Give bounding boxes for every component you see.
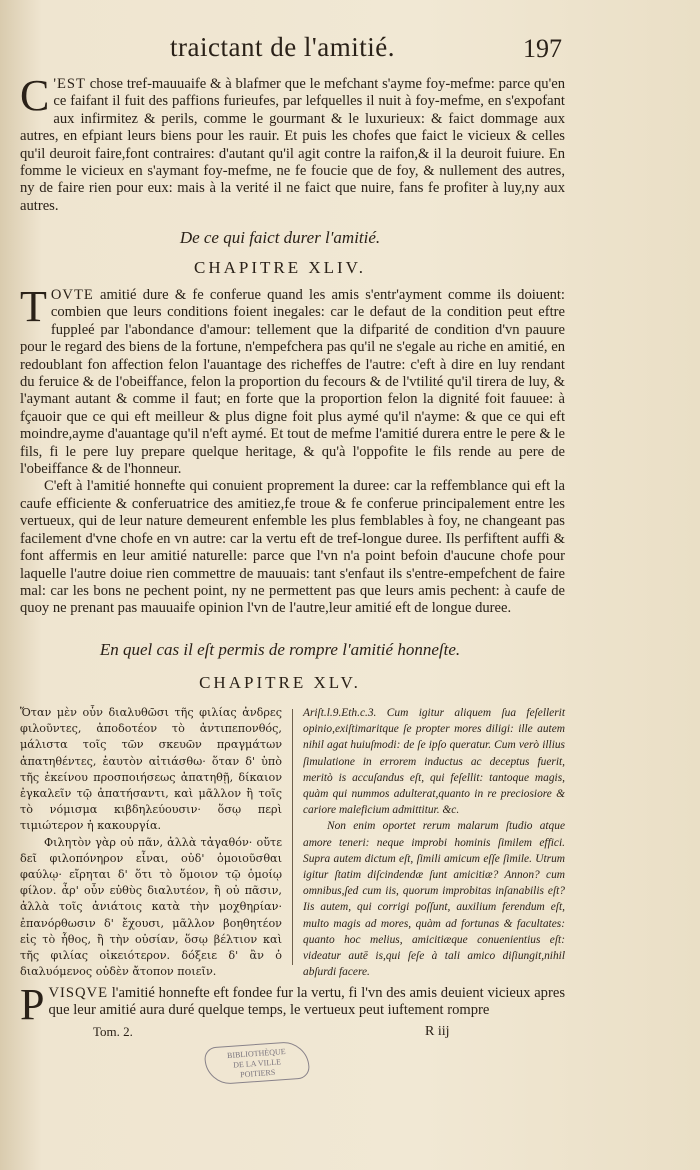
- section-title: De ce qui faict durer l'amitié.: [179, 228, 381, 247]
- dropcap: P: [20, 980, 45, 1029]
- column-divider: [292, 709, 293, 965]
- greek-paragraph: Ὅταν μὲν οὖν διαλυθῶσι τῆς φιλίας ἀνδρες φιλοῦντες, ἀποδοτέον τὸ ἀντιπεπονθός, μάλιστα τοῖς τῶν σκευῶν πραγμάτων ἀπατηθέντες, ἑαυτὸν αἰτιάσθω· ὅταν δ' ὑπὸ τῆς ἐκείνου προσποιήσεως ἀπατηθῇ, δίκαιον ἐγκαλεῖν τῷ ἀπατήσαντι, καὶ μᾶλλον ἢ τοῖς τὸ νόμισμα κιβδηλεύουσιν· ὅσῳ περὶ τιμιώτερον ἡ κακουργία.: [20, 706, 282, 833]
- chapter-44-body: [20, 282, 565, 618]
- lead-word: OVTE: [50, 287, 94, 303]
- latin-paragraph: Cum igitur aliquem ſua feſellerit opinio,exiſtimaritque ſe propter mores diligi: ille autem nihil agat huiuſmodi: de ſe ipſo queratur. Cum verò illius ſimulatione in errorem inductus ac deceptus fuerit, meritò is accuſandus eſt, qui feſellit: tantoque magis, quàm qui nummos adulterat,quanto in re preciosiore & cariore maleficium admittitur. &c.: [303, 707, 565, 817]
- page-footer: [0, 1024, 700, 1054]
- library-stamp: [204, 1040, 310, 1085]
- latin-citation: [303, 705, 565, 980]
- opening-paragraph: [20, 71, 565, 215]
- running-title: traictant de l'amitié.: [170, 32, 396, 62]
- paragraph-text: l'amitié honnefte eft fondee fur la vertu, fi l'vn des amis deuient vicieux apres que leur amitié aura duré quelque temps, le vertueux peut iuftement rompre: [48, 985, 565, 1019]
- signature-mark: R iij: [425, 1024, 450, 1039]
- dropcap: T: [20, 282, 47, 331]
- dropcap: C: [20, 71, 50, 120]
- stamp-line: DE LA VILLE: [232, 1057, 282, 1070]
- lead-word: 'EST: [53, 76, 86, 92]
- chapter-heading: CHAPITRE XLV.: [199, 673, 361, 692]
- greek-paragraph: Φιλητὸν γὰρ οὐ πᾶν, ἀλλὰ τἀγαθόν· οὔτε δεῖ φιλοπόνηρον εἶναι, οὐδ' ὁμοιοῦσθαι φαύλῳ· εἴρηται δ' ὅτι τὸ ὅμοιον τῷ ὁμοίῳ φίλον. ἆρ' οὖν εὐθὺς διαλυτέον, ἢ οὐ πᾶσιν, ἀλλὰ τοῖς ἀνιάτοις κατὰ τὴν μοχθηρίαν· ἐπανόρθωσιν δ' ἔχουσι, μᾶλλον βοηθητέον εἰς τὸ ἦθος, ἢ τὴν οὐσίαν, ὅσῳ βέλτιον καὶ τῆς φιλίας οἰκειότερον. δόξειε δ' ἂν ὁ διαλυόμενος οὐδὲν ἄτοπον ποιεῖν.: [20, 835, 282, 979]
- paragraph-text: chose tref-mauuaife & à blafmer que le mefchant s'ayme foy-mefme: parce qu'en ce faifant il fuit des paffions furieufes, par lefquelles il nuit à foy-mefme, en s'expofant aux infirmitez & perils, comme le gourmant & le luxurieux: & faict dommage aux autres, en efpiant leurs biens pour les rauir. Et puis les chofes que faict le vicieux & celles qu'il deuroit faire,font contraires: d'autant qu'il agit contre la raifon,& il la deuroit fuiure. En fomme le vicieux en s'aymant foy-mefme, ne fe foucie que de foy, & nullement des autres, ny de faire rien pour eux: mais à la verité il ne faict que nuire, fans fe profiter à luy,ny aux autres.: [20, 76, 565, 214]
- latin-paragraph: Non enim oportet rerum malarum ſtudio atque amore teneri: neque improbi hominis ſimilem effici. Supra autem dictum eſt, ſimili amicum eſſe ſimile. Utrum igitur ſtatim diſcindendæ ſunt amicitiæ? Annon? cum omnibus,ſed cum iis, quorum improbitas inſanabilis eſt? Iis autem, qui corrigi poſſunt, auxilium ferendum eſt, multo magis ad mores, quàm ad fortunas & facultates: quanto hoc melius, amicitiæque conuenientius eſt: videatur autē is,qui ſeſe à tali amico diſiungit,nihil abſurdi facere.: [303, 820, 565, 979]
- section-title: En quel cas il eſt permis de rompre l'amitié honneſte.: [99, 640, 461, 659]
- citation-columns: [20, 705, 565, 979]
- paragraph-text: amitié dure & fe conferue quand les amis s'entr'ayment comme ils doiuent: combien que leurs conditions foient inegales: car le defaut de la condition peut eftre fuppleé par l'abondance d'amour: tellement que la difparité de condition d'vn pauure pour le regard des biens de la fortune, n'empefchera pas qu'il ne s'egale au riche en amitié, en redoublant fon affection felon l'auantage des richeffes de l'autre: c'eft à dire en luy rendant du feruice & de l'obeiffance, felon la proportion du fecours & de l'vtilité qu'il tirera de luy, & l'aymant autant & comme il faut; en forte que la proportion felon la dignité foit fauuee: à fçauoir que ce qui eft meilleur & plus digne foit plus aymé qu'il n'ayme: & que ce qui eft moindre,ayme d'auantage qu'il n'eft aymé. Et tout de mefme l'amitié durera entre le pere & le fils, fi le pere luy prepare quelque heritage, & qu'à l'oppofite le fils rende au pere de l'obeiffance & de l'honneur.: [20, 287, 565, 478]
- chapter-heading: CHAPITRE XLIV.: [193, 258, 367, 277]
- citation-reference: Ariſt.l.9.Eth.c.3.: [303, 707, 377, 719]
- page-header: [0, 32, 700, 72]
- greek-citation: [20, 705, 282, 980]
- stamp-line: POITIERS: [239, 1067, 276, 1080]
- page-number: 197: [523, 34, 562, 63]
- chapter-45-body: [20, 980, 565, 1029]
- paragraph-text: C'eft à l'amitié honnefte qui conuient proprement la duree: car la reffemblance qui eft la caufe efficiente & conferuatrice des amitiez,fe troue & fe conferue principalement entre les vertueux, qui de leur nature demeurent enfemble les plus femblables à foy, ne changeant pas facilement d'vne chofe en vn autre: car la vertu eft de tref-longue duree. Ils perfiftent auffi & font affermis en leur amitié naturelle: parce que l'vn n'a point befoin d'aucune chofe pour laquelle l'autre doiue rien commettre de mauuais: tant s'enfaut ils s'entre-empefchent de faire mal: car les bons ne pechent point, ny ne permettent pas que leurs amis pechent: à caufe de quoy ne prenant pas mauuaife opinion l'vn de l'autre,leur amitié eft de longue duree.: [20, 478, 565, 617]
- volume-mark: Tom. 2.: [93, 1024, 133, 1039]
- lead-word: VISQVE: [48, 985, 108, 1001]
- stamp-line: BIBLIOTHÈQUE: [226, 1046, 286, 1061]
